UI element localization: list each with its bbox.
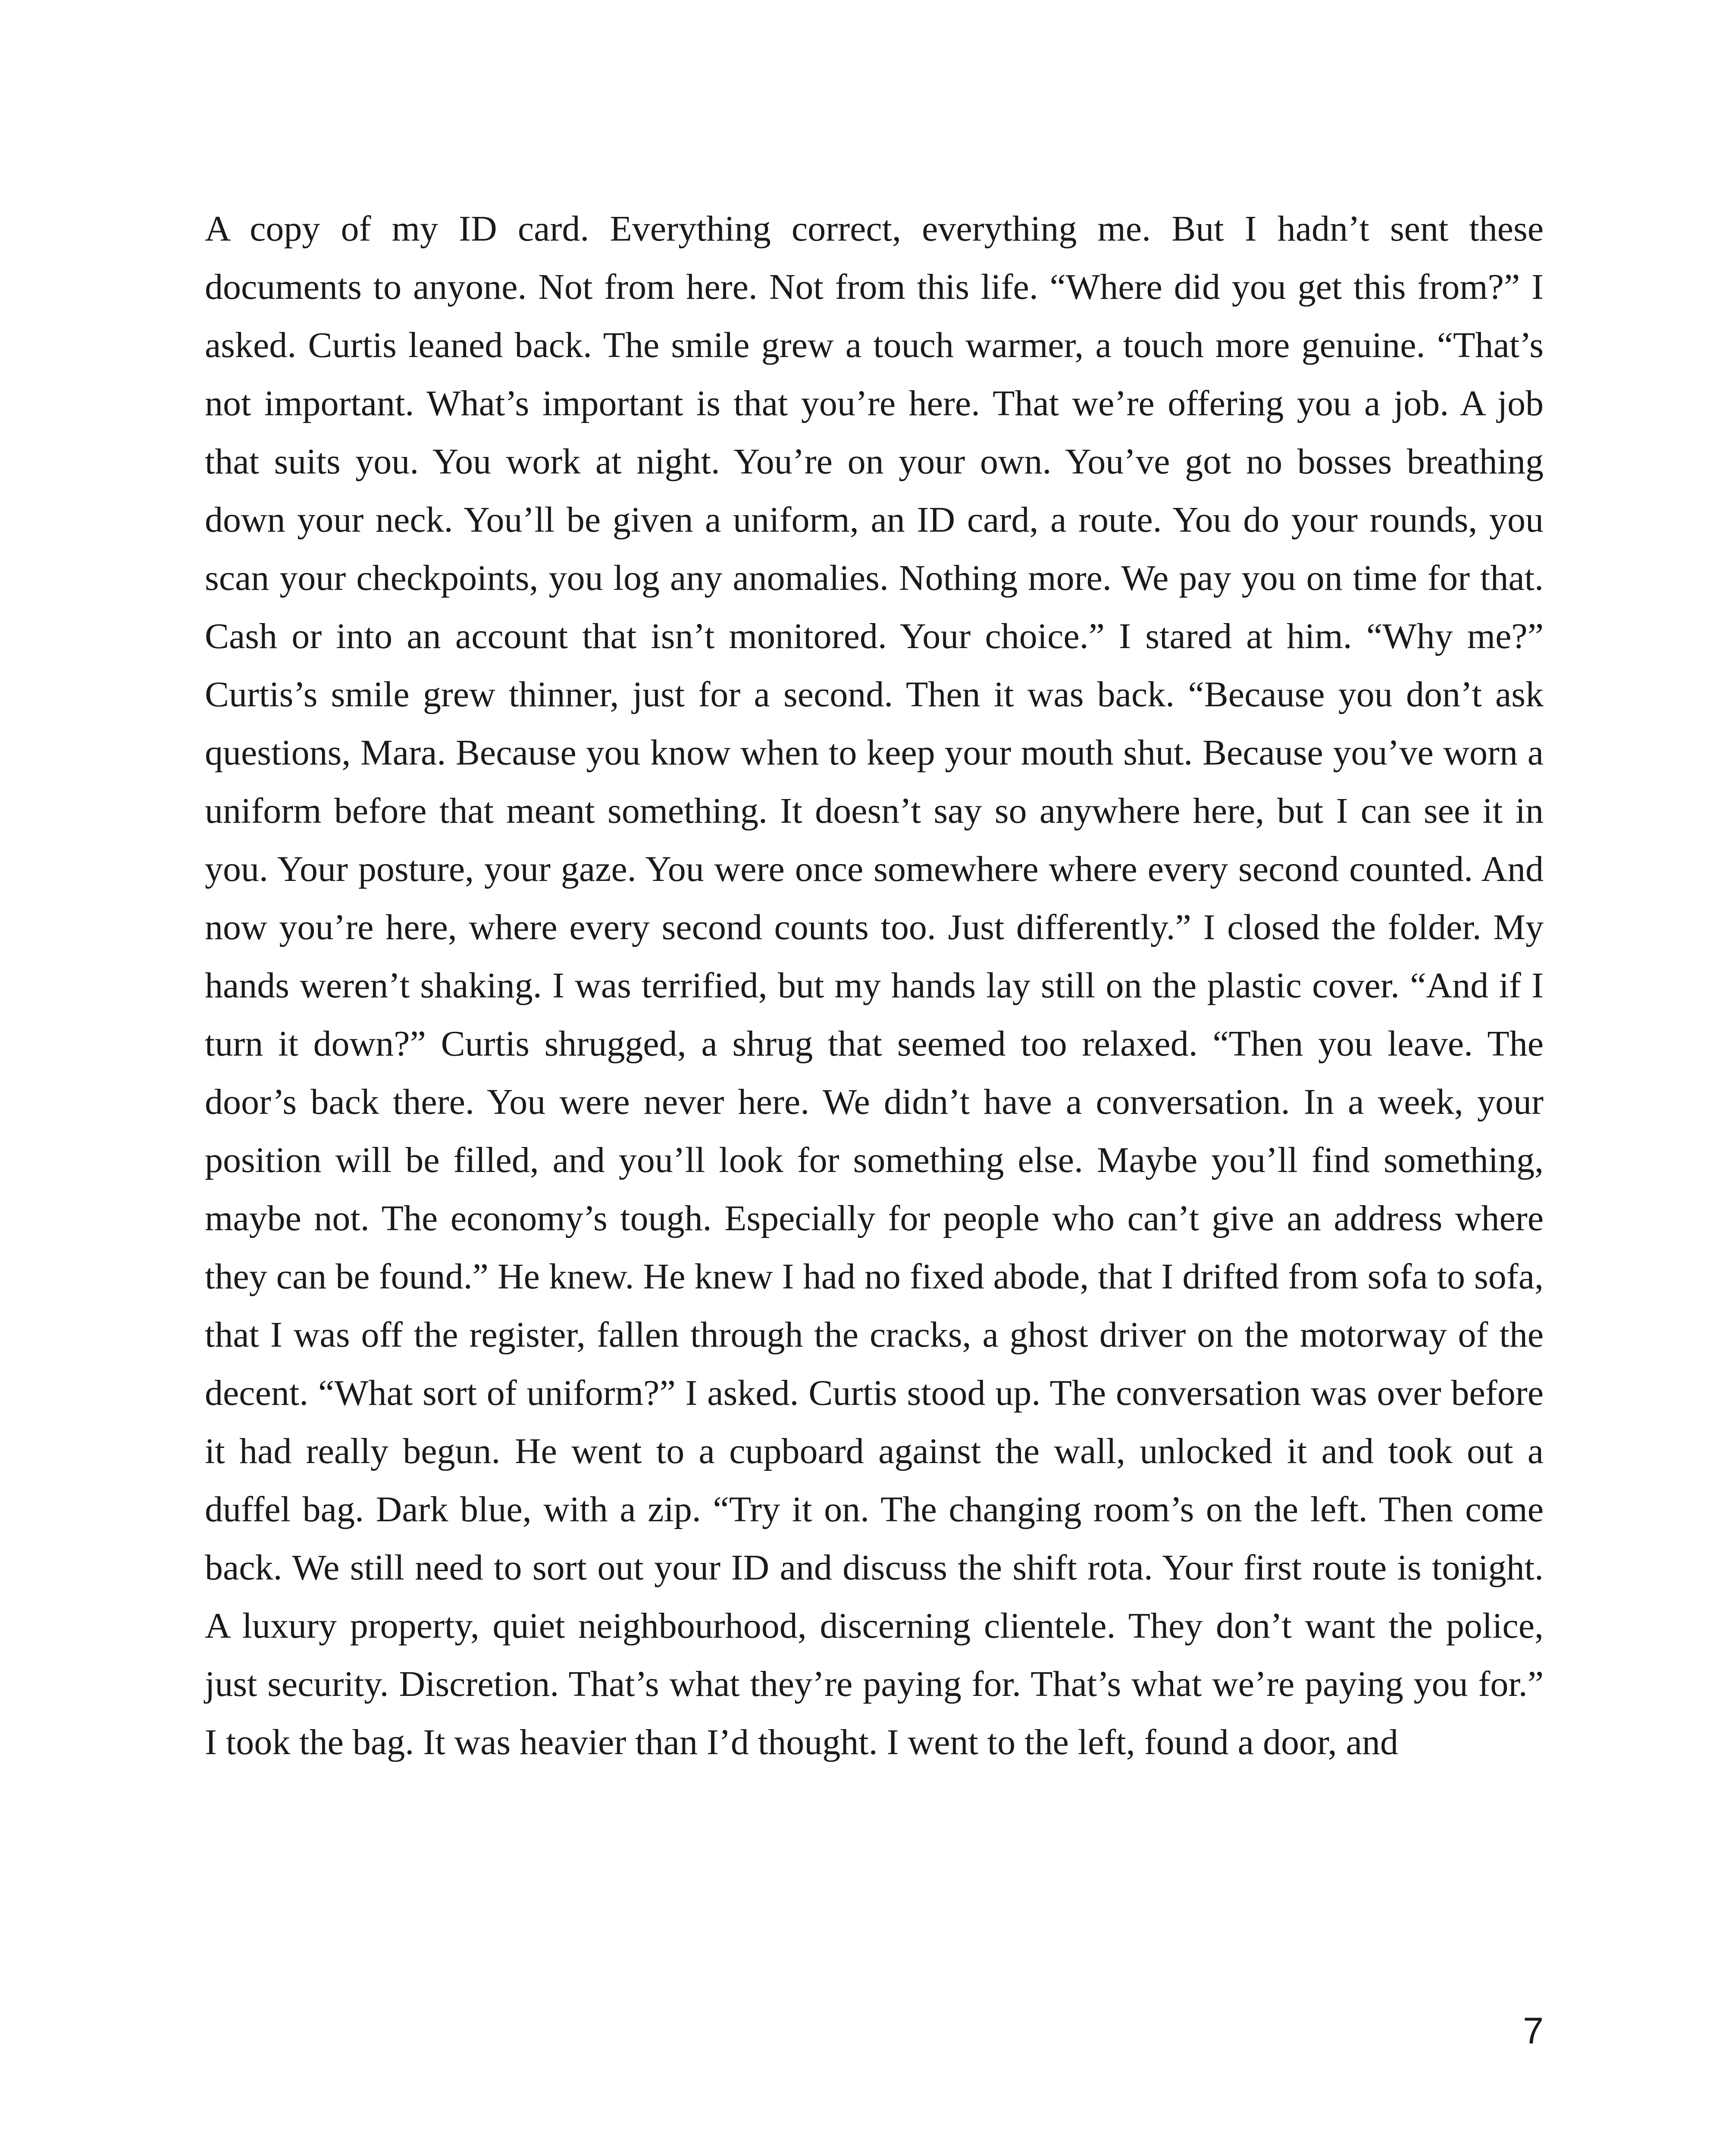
page-number: 7 — [1523, 2010, 1544, 2052]
body-paragraph: A copy of my ID card. Everything correct, everything me. But I hadn’t sent these documents to anyone. Not from here. Not from this life. “Where did you get this from?” I asked. Curtis leaned back. The smile grew a touch warmer, a touch more genuine. “That’s not important. What’s important is that you’re here. That we’re offering you a job. A job that suits you. You work at night. You’re on your own. You’ve got no bosses breathing down your neck. You’ll be given a uniform, an ID card, a route. You do your rounds, you scan your checkpoints, you log any anomalies. Nothing more. We pay you on time for that. Cash or into an account that isn’t monitored. Your choice.” I stared at him. “Why me?” Curtis’s smile grew thinner, just for a second. Then it was back. “Because you don’t ask questions, Mara. Because you know when to keep your mouth shut. Because you’ve worn a uniform before that meant something. It doesn’t say so anywhere here, but I can see it in you. Your posture, your gaze. You were once somewhere where every second counted. And now you’re here, where every second counts too. Just differently.” I closed the folder. My hands weren’t shaking. I was terrified, but my hands lay still on the plastic cover. “And if I turn it down?” Curtis shrugged, a shrug that seemed too relaxed. “Then you leave. The door’s back there. You were never here. We didn’t have a conversation. In a week, your position will be filled, and you’ll look for something else. Maybe you’ll find something, maybe not. The economy’s tough. Especially for people who can’t give an address where they can be found.” He knew. He knew I had no fixed abode, that I drifted from sofa to sofa, that I was off the register, fallen through the cracks, a ghost driver on the motorway of the decent. “What sort of uniform?” I asked. Curtis stood up. The conversation was over before it had really begun. He went to a cupboard against the wall, unlocked it and took out a duffel bag. Dark blue, with a zip. “Try it on. The changing room’s on the left. Then come back. We still need to sort out your ID and discuss the shift rota. Your first route is tonight. A luxury property, quiet neighbourhood, discerning clientele. They don’t want the police, just security. Discretion. That’s what they’re paying for. That’s what we’re paying you for.” I took the bag. It was heavier than I’d thought. I went to the left, found a door, and — [205, 209, 1544, 1762]
